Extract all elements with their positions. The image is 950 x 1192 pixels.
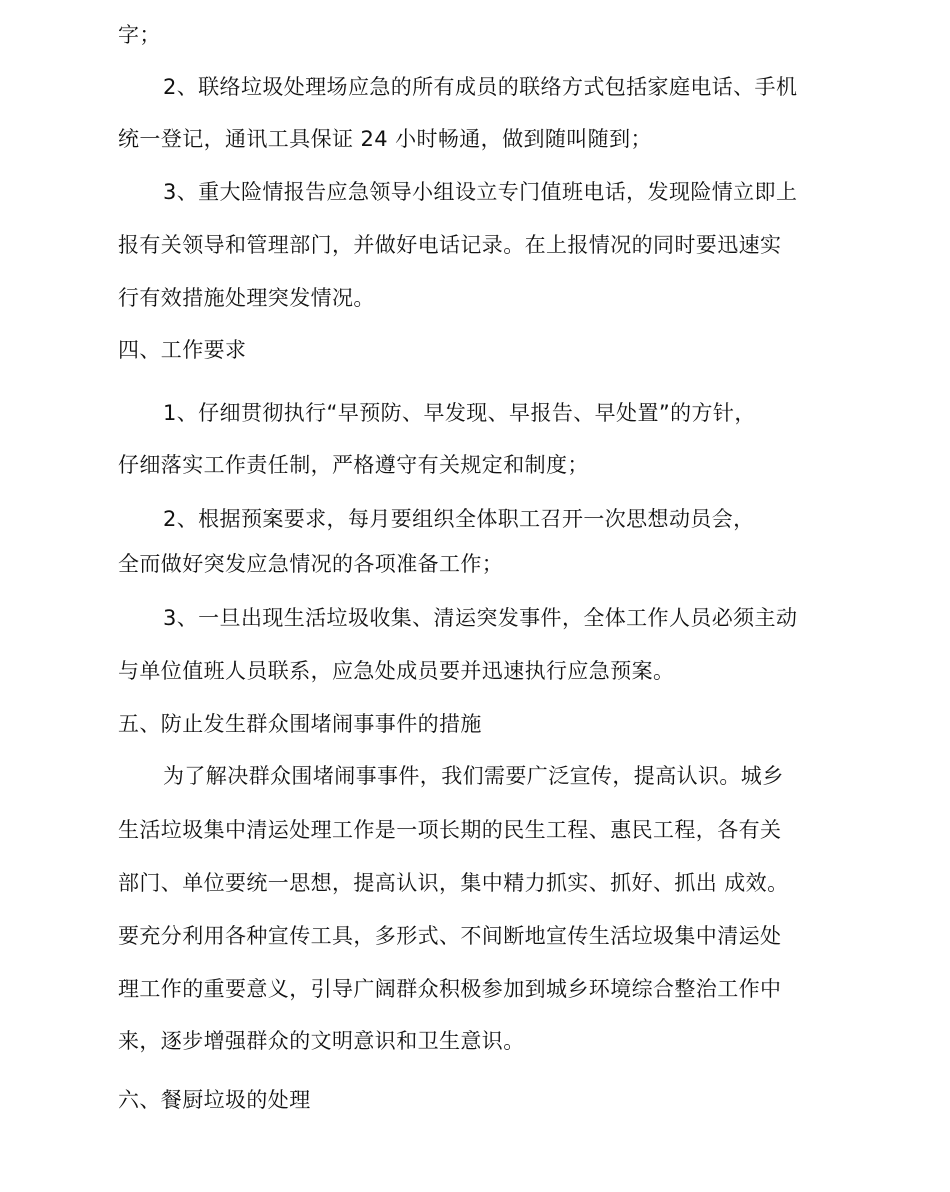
text-line-10: 2、根据预案要求，每月要组织全体职工召开一次思想动员会， <box>163 507 755 531</box>
text-line-4: 3、重大险情报告应急领导小组设立专门值班电话，发现险情立即上 <box>163 180 798 204</box>
text-line-13: 与单位值班人员联系，应急处成员要并迅速执行应急预案。 <box>118 659 675 683</box>
text-line-16: 生活垃圾集中清运处理工作是一项长期的民生工程、惠民工程，各有关 <box>118 818 782 842</box>
text-line-19: 理工作的重要意义，引导广阔群众积极参加到城乡环境综合整治工作中 <box>118 977 782 1001</box>
text-line-11: 全而做好突发应急情况的各项准备工作； <box>118 552 504 576</box>
text-line-17: 部门、单位要统一思想，提高认识，集中精力抓实、抓好、抓出 成效。 <box>118 871 789 895</box>
text-line-20: 来，逐步增强群众的文明意识和卫生意识。 <box>118 1029 525 1053</box>
text-line-3: 统一登记，通讯工具保证 24 小时畅通，做到随叫随到； <box>118 127 652 151</box>
text-line-15: 为了解决群众围堵闹事事件，我们需要广泛宣传，提高认识。城乡 <box>163 764 784 788</box>
section-heading-6: 六、餐厨垃圾的处理 <box>118 1088 311 1112</box>
section-heading-4: 四、工作要求 <box>118 338 247 362</box>
text-line-9: 仔细落实工作责任制，严格遵守有关规定和制度； <box>118 453 589 477</box>
text-line-1: 字； <box>118 23 161 47</box>
text-line-5: 报有关领导和管理部门，并做好电话记录。在上报情况的同时要迅速实 <box>118 233 782 257</box>
section-heading-5: 五、防止发生群众围堵闹事事件的措施 <box>118 712 482 736</box>
text-line-6: 行有效措施处理突发情况。 <box>118 286 375 310</box>
text-line-12: 3、一旦出现生活垃圾收集、清运突发事件，全体工作人员必须主动 <box>163 606 798 630</box>
text-line-2: 2、联络垃圾处理场应急的所有成员的联络方式包括家庭电话、手机 <box>163 75 798 99</box>
text-line-8: 1、仔细贯彻执行“早预防、早发现、早报告、早处置”的方针， <box>163 401 756 425</box>
text-line-18: 要充分利用各种宣传工具，多形式、不间断地宣传生活垃圾集中清运处 <box>118 924 782 948</box>
